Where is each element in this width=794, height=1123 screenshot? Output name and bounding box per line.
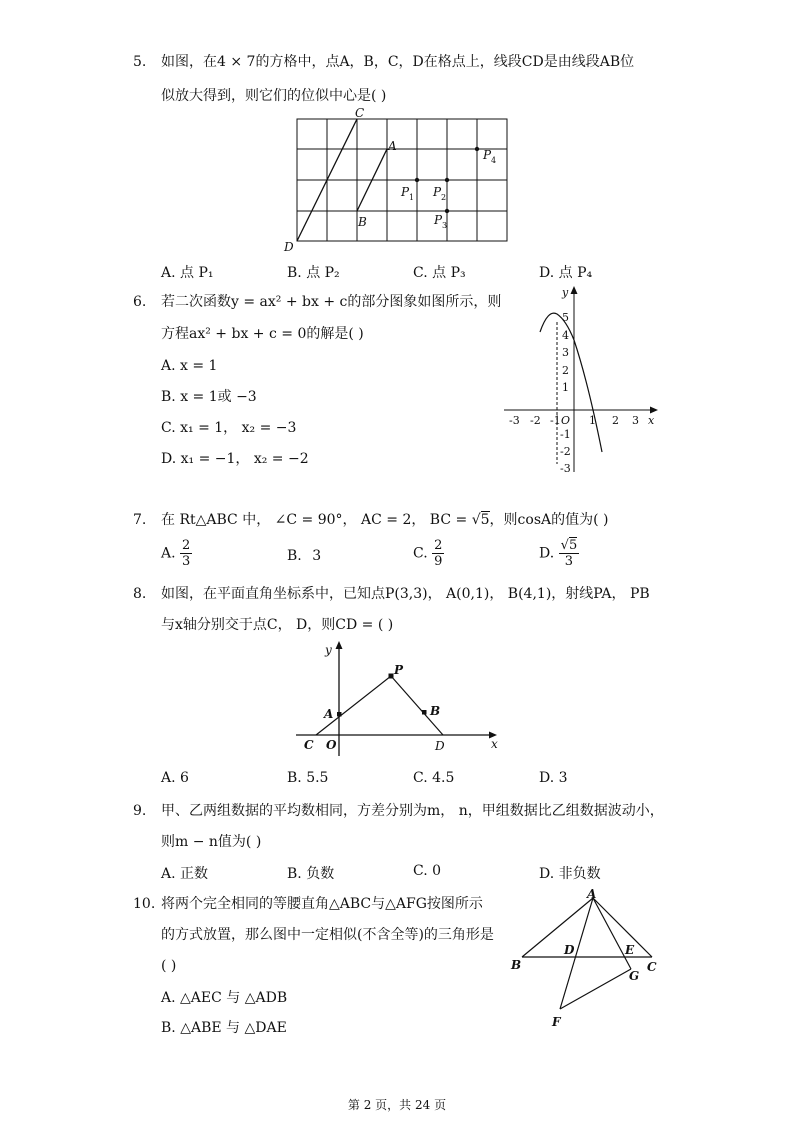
q8-coordinate-figure [292,638,512,756]
option-a[interactable] [161,538,192,569]
x-tick-label: 3 [632,414,639,427]
denominator: 9 [434,554,443,569]
numerator: 2 [434,538,443,553]
y-tick-label: -1 [560,428,571,441]
option-b[interactable]: B. 5.5 [287,770,329,786]
question-number: 8. [133,586,147,602]
question-6 [133,292,513,472]
label-p: P [394,663,404,677]
question-text-line2: 似放大得到，则它们的位似中心是( ) [161,88,387,104]
label-p2-sub: 2 [441,193,447,202]
option-b[interactable]: B. x = 1或 −3 [161,389,257,405]
label-b: B [430,704,441,718]
question-text-part: ，则cosA的值为( ) [489,512,609,528]
label-d: D [284,240,294,254]
option-a[interactable]: A. △AEC 与 △ADB [161,990,288,1006]
x-tick-label: -1 [550,414,561,427]
question-text-line1 [161,510,609,530]
option-a[interactable]: A. 点 P₁ [161,265,214,281]
label-g: G [629,969,640,983]
denominator: 3 [564,554,574,569]
x-axis-label: x [648,414,655,427]
option-d[interactable]: D. 3 [539,770,568,786]
option-b[interactable]: B. 点 P₂ [287,265,340,281]
label-p1-sub: 1 [409,193,415,202]
y-tick-label: 5 [562,311,569,324]
y-tick-label: -3 [560,462,571,475]
label-b: B [358,215,367,229]
point-b [422,710,427,715]
x-tick-label: 2 [612,414,619,427]
side-ab [522,898,593,957]
y-tick-label: 1 [562,381,569,394]
label-d: D [435,739,445,753]
question-text-line1: 甲、乙两组数据的平均数相同，方差分别为m， n，甲组数据比乙组数据波动小， [161,803,664,819]
option-d[interactable]: D. 点 P₄ [539,265,593,281]
option-b[interactable] [287,548,321,564]
y-tick-label: 4 [562,329,569,342]
option-d[interactable] [539,538,579,569]
option-label: B. [287,548,302,564]
y-tick-label: -2 [560,445,571,458]
fraction [180,538,192,569]
label-x: x [491,737,498,751]
question-text-line1: 如图，在平面直角坐标系中，已知点P(3,3)， A(0,1)， B(4,1)，射线PA， PB [161,586,650,602]
label-c: C [355,106,365,120]
option-c[interactable]: C. 0 [413,863,442,879]
question-number: 6. [133,294,147,310]
option-label: A. [161,545,176,562]
fraction [432,538,444,569]
y-axis-arrow [336,641,343,649]
label-o: O [326,738,337,752]
label-c: C [647,960,657,974]
label-p4-sub: 4 [491,156,497,165]
side-ac [593,898,652,957]
q5-options [161,262,681,282]
label-p3: P [434,213,443,227]
numerator: 2 [182,538,191,553]
question-number: 5. [133,54,147,70]
option-a[interactable]: A. 正数 [161,866,209,882]
option-b[interactable]: B. △ABE 与 △DAE [161,1020,287,1036]
point-p3 [445,209,449,213]
origin-label: O [561,414,571,427]
numerator: √5 [560,538,578,553]
sqrt-radicand: 5 [568,538,578,553]
point-a [337,712,342,717]
option-d[interactable]: D. x₁ = −1， x₂ = −2 [161,451,309,467]
q7-options [161,538,681,578]
option-a[interactable]: A. 6 [161,770,189,786]
q10-triangles-figure [505,886,665,1036]
label-p3-sub: 3 [442,221,448,230]
q8-options [161,770,681,790]
page-footer: 第 2 页，共 24 页 [347,1098,447,1112]
label-y: y [325,643,332,657]
x-tick-label: -2 [530,414,541,427]
x-tick-label: -3 [509,414,520,427]
option-label: C. [413,545,428,562]
label-a: A [388,139,397,153]
question-text-line1: 将两个完全相同的等腰直角△ABC与△AFG按图所示 [161,896,483,912]
question-number: 9. [133,803,147,819]
label-c: C [304,738,314,752]
option-a[interactable]: A. x = 1 [161,358,218,374]
point-p2 [445,178,449,182]
question-text-line3: ( ) [161,958,177,974]
denominator: 3 [182,554,191,569]
option-c[interactable]: C. x₁ = 1， x₂ = −3 [161,420,297,436]
option-d[interactable]: D. 非负数 [539,866,601,882]
label-p1: P [401,185,410,199]
point-p4 [475,147,479,151]
side-ag [593,898,631,969]
question-number: 7. [133,512,147,528]
grid-lines [297,119,507,241]
x-axis-arrow [650,407,658,414]
question-text-line2: 与x轴分别交于点C， D，则CD = ( ) [161,617,394,633]
q9-options [161,863,681,883]
y-tick-label: 3 [562,346,569,359]
option-c[interactable]: C. 4.5 [413,770,455,786]
question-8 [133,584,693,634]
option-c[interactable]: C. 点 P₃ [413,265,466,281]
y-axis-arrow [571,286,578,294]
fraction [559,538,580,569]
option-b[interactable]: B. 负数 [287,866,335,882]
option-value: 3 [312,548,322,564]
option-c[interactable] [413,538,444,569]
label-f: F [552,1015,561,1029]
ray-pa [316,676,391,735]
question-text-line2: 方程ax² + bx + c = 0的解是( ) [161,326,364,342]
point-p [389,674,394,679]
question-text-line2: 则m − n值为( ) [161,834,262,850]
question-number: 10. [133,896,156,912]
question-text-line2: 的方式放置，那么图中一定相似(不含全等)的三角形是 [161,927,494,943]
q5-grid-figure [280,104,520,254]
label-b: B [511,958,522,972]
y-tick-label: 2 [562,364,569,377]
question-text-part: 在 Rt△ABC 中， ∠C = 90°， AC = 2， BC = [161,512,472,528]
x-tick-label: 1 [589,414,596,427]
question-10 [133,894,513,1044]
point-p1 [415,178,419,182]
sqrt-radicand: 5 [480,512,490,528]
label-p2: P [433,185,442,199]
y-axis-label: y [562,286,569,299]
parabola-curve [540,313,602,452]
q6-parabola-graph [500,282,665,482]
label-p4: P [483,148,492,162]
question-text-line1: 如图，在4 × 7的方格中，点A，B，C，D在格点上，线段CD是由线段AB位 [161,54,635,70]
option-label: D. [539,545,555,562]
label-a: A [324,707,334,721]
label-e: E [625,943,635,957]
label-d: D [564,943,575,957]
question-text-line1: 若二次函数y = ax² + bx + c的部分图象如图所示，则 [161,294,502,310]
label-a: A [587,887,597,901]
sqrt-symbol: √ [471,512,481,528]
